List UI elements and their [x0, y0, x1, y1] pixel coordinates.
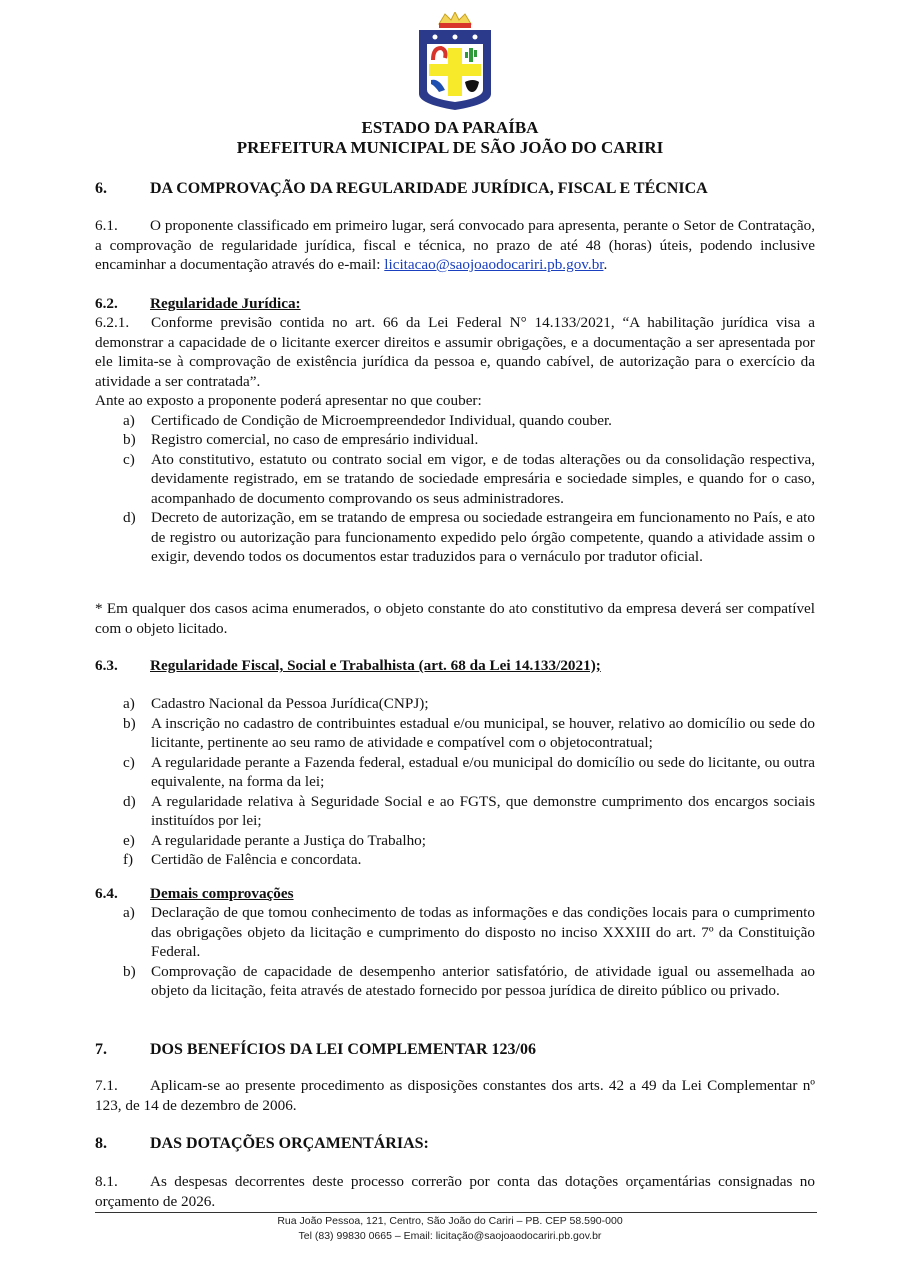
paragraph-6-1: 6.1. O proponente classificado em primeiro lugar, será convocado para apresenta, perante o Setor de Contratação, a comprovação de regularidade jurídica, fiscal e técnica, no prazo de até 48 (horas) úteis, podendo inclusive encaminhar a documentação através do e-mail: licitacao@saojoaodocariri.pb.gov.br.	[95, 217, 815, 273]
list-item: f) Certidão de Falência e concordata.	[123, 851, 362, 868]
section-7-heading: 7. DOS BENEFÍCIOS DA LEI COMPLEMENTAR 123/06	[95, 1041, 536, 1058]
list-item: d) A regularidade relativa à Seguridade Social e ao FGTS, que demonstre cumprimento dos encargos sociais instituídos por lei;	[123, 792, 815, 829]
list-item: c) Ato constitutivo, estatuto ou contrato social em vigor, e de todas alterações ou da consolidação respectiva, devidamente registrado, em se tratando de sociedade empresária e sociedade simples, e quando for o caso, acompanhado de documento comprovando os seus administradores.	[123, 450, 815, 507]
municipality-title: PREFEITURA MUNICIPAL DE SÃO JOÃO DO CARIRI	[236, 138, 664, 157]
footer-address: Rua João Pessoa, 121, Centro, São João do Cariri – PB. CEP 58.590-000	[277, 1215, 623, 1227]
list-item: b) Comprovação de capacidade de desempenho anterior satisfatório, de atividade igual ou assemelhada ao objeto da licitação, feita através de atestado fornecido por pessoa jurídica de direito público ou privado.	[123, 962, 815, 999]
paragraph-8-1: 8.1. As despesas decorrentes deste processo correrão por conta das dotações orçamentárias consignadas no orçamento de 2026.	[95, 1173, 815, 1210]
intro-text: Ante ao exposto a proponente poderá apresentar no que couber:	[95, 392, 482, 409]
state-title: ESTADO DA PARAÍBA	[361, 118, 539, 137]
email-link[interactable]: licitacao@saojoaodocariri.pb.gov.br	[384, 256, 604, 273]
section-6-3-heading: 6.3. Regularidade Fiscal, Social e Trabalhista (art. 68 da Lei 14.133/2021);	[95, 657, 601, 674]
list-item: b) Registro comercial, no caso de empresário individual.	[123, 431, 479, 448]
paragraph-6-2-1: 6.2.1. Conforme previsão contida no art. 66 da Lei Federal N° 14.133/2021, “A habilitação jurídica visa a demonstrar a capacidade de o licitante exercer direitos e assumir obrigações, e a documentação a ser apresentada por ele limita-se à comprovação de existência jurídica da pessoa e, quando cabível, de autorização para o exercício da atividade a ser contratada”. Ante ao exposto a proponente poderá apresentar no que couber: a) Certificado de Condição de Microempreendedor Individual, quando couber. b) Registro comercial, no caso de empresário individual. c) Ato constitutivo, estatuto ou contrato social em vigor, e de todas alterações ou da consolidação respectiva, devidamente registrado, em se tratando de sociedade empresária e sociedade simples, e quando for o caso, acompanhado de documento comprovando os seus administradores. d) Decreto de autorização, em se tratando de empresa ou sociedade estrangeira em funcionamento no País, e ato de registro ou autorização para funcionamento expedido pelo órgão competente, quando a atividade assim o exigir, devendo todos os documentos estar traduzidos para o vernáculo por tradutor oficial.	[95, 314, 815, 565]
section-6-heading: 6. DA COMPROVAÇÃO DA REGULARIDADE JURÍDICA, FISCAL E TÉCNICA	[95, 180, 708, 197]
list-6-3	[95, 694, 815, 870]
list-item: b) A inscrição no cadastro de contribuintes estadual e/ou municipal, se houver, relativo ao domicílio ou sede do licitante, pertinente ao seu ramo de atividade e compatível com o objetocontratual;	[123, 714, 815, 751]
section-6-2-heading: 6.2. Regularidade Jurídica:	[95, 295, 301, 312]
list-item: e) A regularidade perante a Justiça do Trabalho;	[123, 831, 426, 849]
section-8-heading: 8. DAS DOTAÇÕES ORÇAMENTÁRIAS:	[95, 1135, 429, 1152]
municipal-coat-of-arms-icon	[415, 12, 495, 112]
list-6-4	[95, 903, 815, 1001]
list-item: c) A regularidade perante a Fazenda federal, estadual e/ou municipal do domicílio ou sede do licitante, ou outra equivalente, na forma da lei;	[123, 753, 815, 790]
note-text: * Em qualquer dos casos acima enumerados, o objeto constante do ato constitutivo da empresa deverá ser compatível com o objeto licitado.	[95, 600, 815, 637]
list-item: a) Certificado de Condição de Microempreendedor Individual, quando couber.	[123, 411, 612, 429]
list-item: a) Declaração de que tomou conhecimento de todas as informações e das condições locais para o cumprimento das obrigações objeto da licitação e cumprimento do disposto no inciso XXXIII do art. 7º da Constituição Federal.	[123, 904, 815, 960]
section-6-4-heading: 6.4. Demais comprovações	[95, 885, 294, 902]
footer-contact: Tel (83) 99830 0665 – Email: licitação@saojoaodocariri.pb.gov.br	[298, 1230, 602, 1242]
paragraph-7-1: 7.1. Aplicam-se ao presente procedimento as disposições constantes dos arts. 42 a 49 da Lei Complementar nº 123, de 14 de dezembro de 2006.	[95, 1077, 815, 1114]
footer-divider	[95, 1212, 817, 1213]
list-item: a) Cadastro Nacional da Pessoa Jurídica(CNPJ);	[123, 695, 429, 712]
list-item: d) Decreto de autorização, em se tratando de empresa ou sociedade estrangeira em funcionamento no País, e ato de registro ou autorização para funcionamento expedido pelo órgão competente, quando a atividade assim o exigir, devendo todos os documentos estar traduzidos para o vernáculo por tradutor oficial.	[123, 509, 815, 565]
